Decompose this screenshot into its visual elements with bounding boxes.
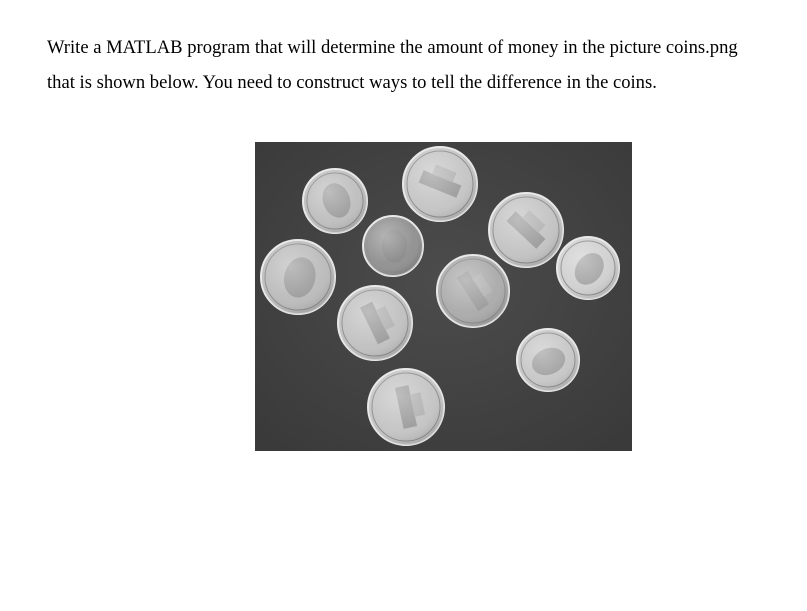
coins-image: [255, 142, 632, 451]
nickel-coin: [403, 147, 477, 221]
nickel-coin: [368, 369, 444, 445]
dime-coin: [363, 216, 423, 276]
problem-line-2: that is shown below. You need to construct ways to tell the difference in the coins.: [47, 72, 657, 93]
nickel-coin: [338, 286, 412, 360]
problem-line-1: Write a MATLAB program that will determine the amount of money in the picture coins.png: [47, 37, 738, 58]
dime-coin: [303, 169, 367, 233]
nickel-coin: [437, 255, 509, 327]
nickel-coin: [489, 193, 563, 267]
dime-coin: [557, 237, 619, 299]
dime-coin: [517, 329, 579, 391]
quarter-coin: [261, 240, 335, 314]
problem-statement: [47, 30, 777, 100]
